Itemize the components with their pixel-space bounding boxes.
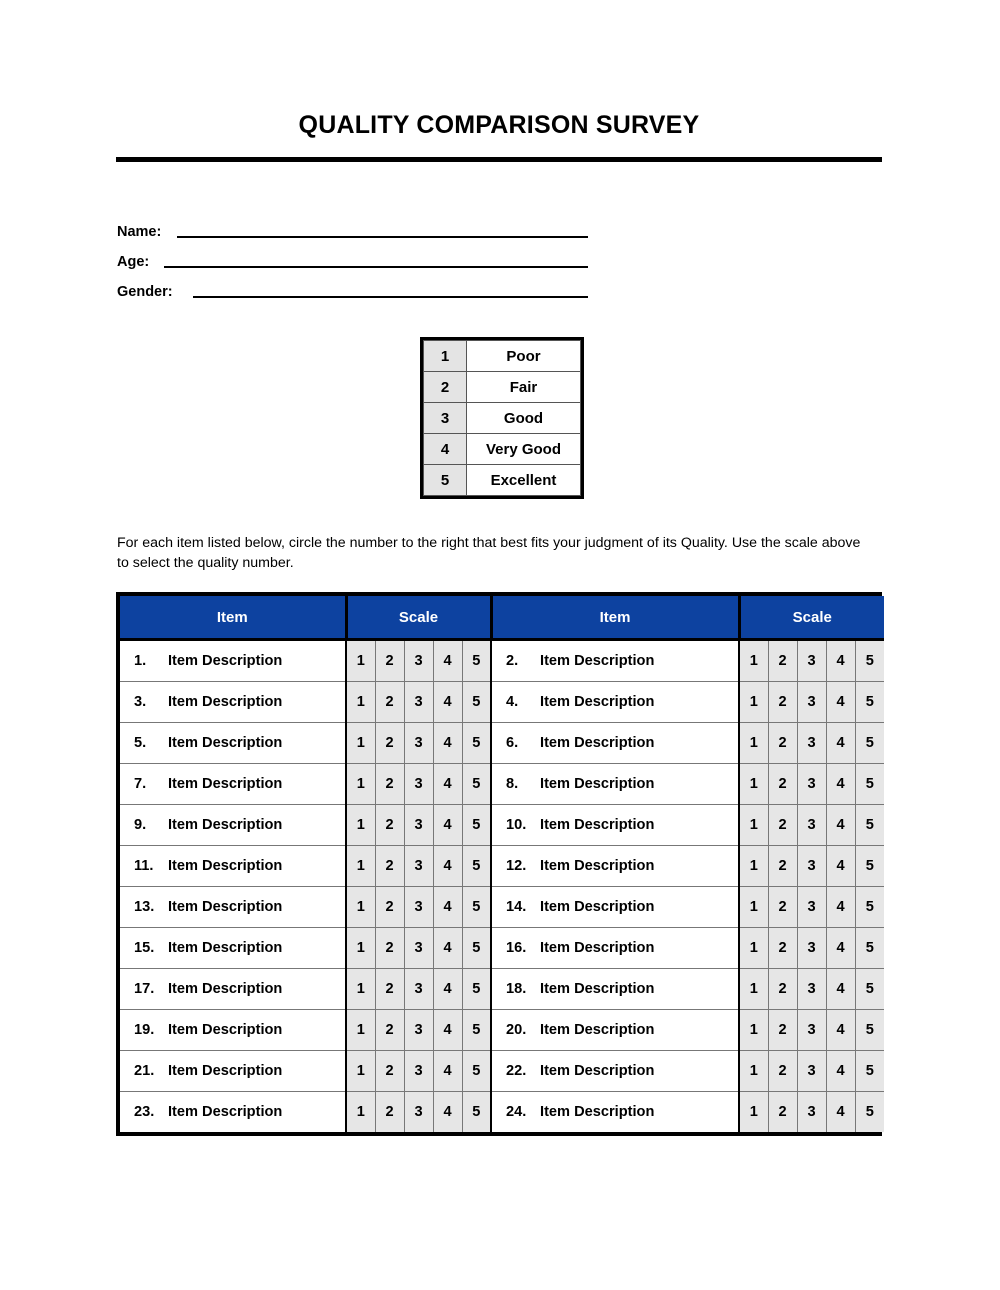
scale-option-left-1[interactable]: 1 <box>346 1010 375 1051</box>
field-row-age <box>117 242 617 272</box>
gender-field-label: Gender: <box>117 284 173 300</box>
scale-option-right-1[interactable]: 1 <box>739 846 768 887</box>
item-cell-left <box>120 764 346 805</box>
item-number-left: 1. <box>134 653 147 669</box>
item-number-right: 2. <box>506 653 519 669</box>
scale-option-left-4[interactable]: 4 <box>433 723 462 764</box>
scale-option-left-5[interactable]: 5 <box>462 1010 491 1051</box>
scale-option-right-2[interactable]: 2 <box>768 1010 797 1051</box>
item-cell-right <box>491 764 739 805</box>
scale-option-right-3[interactable]: 3 <box>797 1051 826 1092</box>
item-number-left: 13. <box>134 899 155 915</box>
item-number-right: 18. <box>506 981 527 997</box>
scale-option-right-5[interactable]: 5 <box>855 682 884 723</box>
item-number-right: 4. <box>506 694 519 710</box>
scale-option-right-5[interactable]: 5 <box>855 1092 884 1133</box>
scale-option-left-5[interactable]: 5 <box>462 846 491 887</box>
scale-option-left-5[interactable]: 5 <box>462 805 491 846</box>
item-text-left: Item Description <box>168 1063 283 1079</box>
scale-option-right-4[interactable]: 4 <box>826 805 855 846</box>
scale-option-right-5[interactable]: 5 <box>855 1010 884 1051</box>
header-item-right: Item <box>491 596 739 640</box>
item-text-left: Item Description <box>168 735 283 751</box>
item-cell-left <box>120 969 346 1010</box>
item-cell-left <box>120 805 346 846</box>
survey-table-body <box>120 640 884 1133</box>
scale-option-right-4[interactable]: 4 <box>826 640 855 682</box>
scale-option-right-2[interactable]: 2 <box>768 846 797 887</box>
scale-option-right-3[interactable]: 3 <box>797 805 826 846</box>
item-number-left: 17. <box>134 981 155 997</box>
scale-option-right-5[interactable]: 5 <box>855 969 884 1010</box>
item-number-right: 12. <box>506 858 527 874</box>
scale-option-right-2[interactable]: 2 <box>768 887 797 928</box>
item-cell-left <box>120 1092 346 1133</box>
scale-option-left-1[interactable]: 1 <box>346 928 375 969</box>
scale-option-left-3[interactable]: 3 <box>404 764 433 805</box>
item-number-right: 22. <box>506 1063 527 1079</box>
scale-option-right-1[interactable]: 1 <box>739 1010 768 1051</box>
scale-option-left-1[interactable]: 1 <box>346 640 375 682</box>
item-cell-right <box>491 1051 739 1092</box>
scale-option-left-1[interactable]: 1 <box>346 969 375 1010</box>
name-field-input-line[interactable] <box>177 236 588 238</box>
item-number-right: 8. <box>506 776 519 792</box>
scale-option-right-1[interactable]: 1 <box>739 887 768 928</box>
scale-legend-table <box>420 337 584 499</box>
item-text-left: Item Description <box>168 776 283 792</box>
item-number-right: 24. <box>506 1104 527 1120</box>
scale-option-right-1[interactable]: 1 <box>739 682 768 723</box>
item-text-right: Item Description <box>540 981 655 997</box>
item-text-right: Item Description <box>540 776 655 792</box>
scale-option-left-2[interactable]: 2 <box>375 846 404 887</box>
scale-option-left-3[interactable]: 3 <box>404 1051 433 1092</box>
table-row <box>120 1051 884 1092</box>
scale-option-right-1[interactable]: 1 <box>739 928 768 969</box>
scale-option-right-1[interactable]: 1 <box>739 723 768 764</box>
item-number-left: 3. <box>134 694 147 710</box>
legend-number: 1 <box>424 341 467 372</box>
legend-number: 2 <box>424 372 467 403</box>
item-number-left: 19. <box>134 1022 155 1038</box>
item-number-right: 14. <box>506 899 527 915</box>
scale-option-right-5[interactable]: 5 <box>855 887 884 928</box>
scale-option-left-2[interactable]: 2 <box>375 723 404 764</box>
scale-option-left-1[interactable]: 1 <box>346 805 375 846</box>
legend-row <box>424 341 581 372</box>
item-cell-left <box>120 846 346 887</box>
header-scale-left: Scale <box>346 596 491 640</box>
scale-option-left-5[interactable]: 5 <box>462 969 491 1010</box>
scale-option-left-4[interactable]: 4 <box>433 887 462 928</box>
scale-option-right-3[interactable]: 3 <box>797 1092 826 1133</box>
age-field-input-line[interactable] <box>164 266 588 268</box>
item-text-right: Item Description <box>540 1022 655 1038</box>
scale-option-right-1[interactable]: 1 <box>739 805 768 846</box>
item-number-left: 21. <box>134 1063 155 1079</box>
scale-option-left-5[interactable]: 5 <box>462 640 491 682</box>
scale-option-right-4[interactable]: 4 <box>826 723 855 764</box>
item-number-right: 20. <box>506 1022 527 1038</box>
scale-option-left-3[interactable]: 3 <box>404 723 433 764</box>
scale-option-right-1[interactable]: 1 <box>739 640 768 682</box>
item-cell-left <box>120 928 346 969</box>
page-title: QUALITY COMPARISON SURVEY <box>298 111 700 139</box>
item-cell-right <box>491 723 739 764</box>
field-row-name <box>117 212 617 242</box>
scale-option-left-1[interactable]: 1 <box>346 887 375 928</box>
item-cell-left <box>120 682 346 723</box>
scale-option-left-4[interactable]: 4 <box>433 682 462 723</box>
scale-option-left-5[interactable]: 5 <box>462 887 491 928</box>
item-text-right: Item Description <box>540 858 655 874</box>
scale-option-right-2[interactable]: 2 <box>768 1092 797 1133</box>
item-text-right: Item Description <box>540 1104 655 1120</box>
legend-label: Poor <box>467 341 581 372</box>
survey-table <box>116 592 882 1136</box>
legend-row <box>424 434 581 465</box>
item-text-left: Item Description <box>168 694 283 710</box>
item-text-left: Item Description <box>168 858 283 874</box>
scale-option-left-2[interactable]: 2 <box>375 1051 404 1092</box>
field-row-gender <box>117 272 617 302</box>
item-text-right: Item Description <box>540 1063 655 1079</box>
table-row <box>120 928 884 969</box>
scale-option-left-2[interactable]: 2 <box>375 764 404 805</box>
scale-option-right-3[interactable]: 3 <box>797 723 826 764</box>
item-cell-right <box>491 969 739 1010</box>
scale-option-right-1[interactable]: 1 <box>739 969 768 1010</box>
table-row <box>120 805 884 846</box>
scale-option-right-3[interactable]: 3 <box>797 764 826 805</box>
item-number-left: 9. <box>134 817 147 833</box>
scale-option-left-5[interactable]: 5 <box>462 764 491 805</box>
scale-option-left-3[interactable]: 3 <box>404 682 433 723</box>
scale-option-left-3[interactable]: 3 <box>404 1010 433 1051</box>
scale-option-left-4[interactable]: 4 <box>433 928 462 969</box>
scale-option-right-5[interactable]: 5 <box>855 928 884 969</box>
item-text-left: Item Description <box>168 1104 283 1120</box>
scale-option-right-4[interactable]: 4 <box>826 928 855 969</box>
table-row <box>120 682 884 723</box>
item-cell-right <box>491 1010 739 1051</box>
scale-option-right-1[interactable]: 1 <box>739 764 768 805</box>
item-text-left: Item Description <box>168 653 283 669</box>
item-text-left: Item Description <box>168 817 283 833</box>
item-cell-right <box>491 846 739 887</box>
scale-option-left-3[interactable]: 3 <box>404 969 433 1010</box>
scale-option-left-4[interactable]: 4 <box>433 805 462 846</box>
scale-option-left-5[interactable]: 5 <box>462 723 491 764</box>
scale-option-left-4[interactable]: 4 <box>433 969 462 1010</box>
scale-option-right-3[interactable]: 3 <box>797 640 826 682</box>
table-row <box>120 969 884 1010</box>
item-cell-right <box>491 640 739 682</box>
title-divider-rule <box>116 157 882 162</box>
scale-option-left-2[interactable]: 2 <box>375 928 404 969</box>
item-cell-left <box>120 1010 346 1051</box>
item-cell-left <box>120 1051 346 1092</box>
header-scale-right: Scale <box>739 596 884 640</box>
scale-option-left-3[interactable]: 3 <box>404 805 433 846</box>
item-text-left: Item Description <box>168 981 283 997</box>
table-row <box>120 887 884 928</box>
scale-option-right-3[interactable]: 3 <box>797 846 826 887</box>
scale-option-left-3[interactable]: 3 <box>404 640 433 682</box>
item-text-left: Item Description <box>168 1022 283 1038</box>
legend-number: 5 <box>424 465 467 496</box>
scale-option-right-3[interactable]: 3 <box>797 928 826 969</box>
item-text-left: Item Description <box>168 940 283 956</box>
scale-option-right-2[interactable]: 2 <box>768 1051 797 1092</box>
name-field-label: Name: <box>117 224 162 240</box>
scale-option-left-4[interactable]: 4 <box>433 1051 462 1092</box>
item-cell-right <box>491 928 739 969</box>
scale-option-right-4[interactable]: 4 <box>826 969 855 1010</box>
legend-label: Excellent <box>467 465 581 496</box>
legend-label: Fair <box>467 372 581 403</box>
table-row <box>120 764 884 805</box>
scale-option-left-5[interactable]: 5 <box>462 682 491 723</box>
table-row <box>120 846 884 887</box>
item-number-left: 7. <box>134 776 147 792</box>
scale-option-left-2[interactable]: 2 <box>375 682 404 723</box>
scale-option-left-2[interactable]: 2 <box>375 887 404 928</box>
scale-option-right-5[interactable]: 5 <box>855 1051 884 1092</box>
item-number-left: 15. <box>134 940 155 956</box>
item-number-left: 11. <box>134 858 154 874</box>
scale-option-left-4[interactable]: 4 <box>433 846 462 887</box>
item-cell-left <box>120 887 346 928</box>
gender-field-input-line[interactable] <box>193 296 588 298</box>
item-cell-left <box>120 640 346 682</box>
item-number-right: 16. <box>506 940 527 956</box>
table-row <box>120 640 884 682</box>
item-text-right: Item Description <box>540 817 655 833</box>
scale-option-right-2[interactable]: 2 <box>768 640 797 682</box>
scale-option-left-1[interactable]: 1 <box>346 1092 375 1133</box>
scale-option-right-2[interactable]: 2 <box>768 723 797 764</box>
table-row <box>120 1010 884 1051</box>
scale-option-left-4[interactable]: 4 <box>433 1092 462 1133</box>
legend-row <box>424 372 581 403</box>
scale-option-left-3[interactable]: 3 <box>404 928 433 969</box>
scale-option-right-5[interactable]: 5 <box>855 846 884 887</box>
item-text-right: Item Description <box>540 940 655 956</box>
legend-number: 4 <box>424 434 467 465</box>
respondent-fields <box>117 212 617 302</box>
scale-option-right-4[interactable]: 4 <box>826 1010 855 1051</box>
scale-option-left-3[interactable]: 3 <box>404 887 433 928</box>
scale-option-right-4[interactable]: 4 <box>826 682 855 723</box>
legend-label: Good <box>467 403 581 434</box>
legend-row <box>424 403 581 434</box>
item-text-left: Item Description <box>168 899 283 915</box>
scale-option-left-5[interactable]: 5 <box>462 1051 491 1092</box>
scale-option-left-4[interactable]: 4 <box>433 640 462 682</box>
legend-number: 3 <box>424 403 467 434</box>
scale-option-right-1[interactable]: 1 <box>739 1092 768 1133</box>
scale-option-right-3[interactable]: 3 <box>797 969 826 1010</box>
scale-option-left-2[interactable]: 2 <box>375 805 404 846</box>
scale-option-right-3[interactable]: 3 <box>797 887 826 928</box>
scale-option-left-5[interactable]: 5 <box>462 1092 491 1133</box>
scale-option-right-2[interactable]: 2 <box>768 805 797 846</box>
scale-option-right-4[interactable]: 4 <box>826 887 855 928</box>
item-number-left: 23. <box>134 1104 155 1120</box>
scale-option-left-2[interactable]: 2 <box>375 640 404 682</box>
table-row <box>120 1092 884 1133</box>
item-text-right: Item Description <box>540 735 655 751</box>
survey-header-row <box>120 596 884 640</box>
item-number-right: 6. <box>506 735 519 751</box>
item-cell-left <box>120 723 346 764</box>
scale-option-right-4[interactable]: 4 <box>826 1092 855 1133</box>
scale-option-right-5[interactable]: 5 <box>855 723 884 764</box>
scale-option-right-2[interactable]: 2 <box>768 928 797 969</box>
scale-option-left-2[interactable]: 2 <box>375 969 404 1010</box>
item-cell-right <box>491 1092 739 1133</box>
scale-option-right-3[interactable]: 3 <box>797 682 826 723</box>
scale-option-left-1[interactable]: 1 <box>346 723 375 764</box>
item-text-right: Item Description <box>540 653 655 669</box>
scale-option-right-5[interactable]: 5 <box>855 640 884 682</box>
scale-option-left-2[interactable]: 2 <box>375 1010 404 1051</box>
header-item-left: Item <box>120 596 346 640</box>
legend-label: Very Good <box>467 434 581 465</box>
item-number-right: 10. <box>506 817 527 833</box>
scale-option-left-5[interactable]: 5 <box>462 928 491 969</box>
scale-option-left-4[interactable]: 4 <box>433 1010 462 1051</box>
age-field-label: Age: <box>117 254 150 270</box>
item-cell-right <box>491 805 739 846</box>
table-row <box>120 723 884 764</box>
scale-option-left-3[interactable]: 3 <box>404 1092 433 1133</box>
scale-option-right-4[interactable]: 4 <box>826 1051 855 1092</box>
legend-row <box>424 465 581 496</box>
scale-option-left-3[interactable]: 3 <box>404 846 433 887</box>
scale-option-right-5[interactable]: 5 <box>855 764 884 805</box>
scale-option-right-1[interactable]: 1 <box>739 1051 768 1092</box>
scale-option-right-3[interactable]: 3 <box>797 1010 826 1051</box>
scale-option-right-4[interactable]: 4 <box>826 846 855 887</box>
scale-option-left-1[interactable]: 1 <box>346 682 375 723</box>
scale-option-left-2[interactable]: 2 <box>375 1092 404 1133</box>
scale-option-left-4[interactable]: 4 <box>433 764 462 805</box>
scale-option-left-1[interactable]: 1 <box>346 1051 375 1092</box>
item-cell-right <box>491 682 739 723</box>
scale-option-left-1[interactable]: 1 <box>346 764 375 805</box>
item-text-right: Item Description <box>540 899 655 915</box>
item-text-right: Item Description <box>540 694 655 710</box>
item-cell-right <box>491 887 739 928</box>
scale-option-right-2[interactable]: 2 <box>768 764 797 805</box>
scale-option-right-2[interactable]: 2 <box>768 969 797 1010</box>
instructions-text: For each item listed below, circle the number to the right that best fits your judgment of its Quality. Use the scale above to select the quality number. <box>117 535 861 571</box>
scale-option-right-5[interactable]: 5 <box>855 805 884 846</box>
item-number-left: 5. <box>134 735 147 751</box>
scale-option-right-2[interactable]: 2 <box>768 682 797 723</box>
scale-option-left-1[interactable]: 1 <box>346 846 375 887</box>
scale-option-right-4[interactable]: 4 <box>826 764 855 805</box>
